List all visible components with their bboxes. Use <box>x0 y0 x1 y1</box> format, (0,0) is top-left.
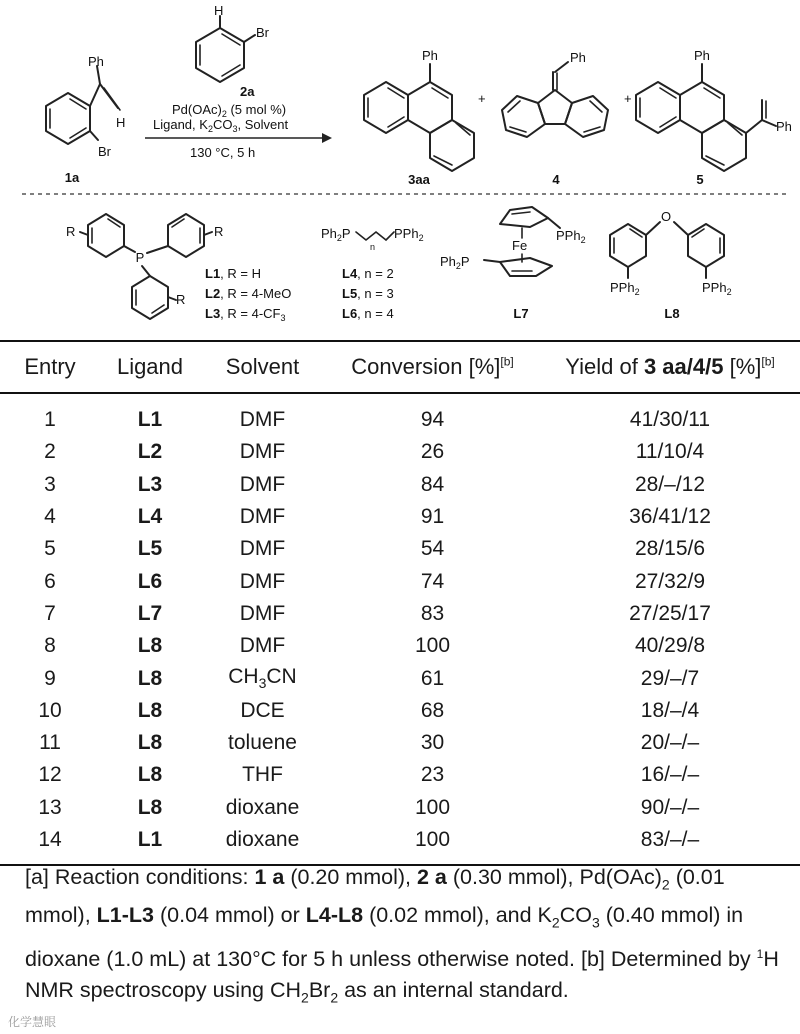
table-row <box>0 792 800 824</box>
table-row <box>0 533 800 565</box>
cell-yield: 27/25/17 <box>629 601 711 625</box>
sm-br-label: Br <box>98 144 111 159</box>
l4-desc: L4, n = 2 <box>342 266 394 281</box>
cell-entry: 7 <box>44 601 56 625</box>
table-row <box>0 824 800 865</box>
table-footnote: [a] Reaction conditions: 1 a (0.20 mmol), 2 a (0.30 mmol), $Pd(OAc)_2$ (0.01 mmol), L1-L3 (0.04 mmol) or L4-L8 (0.02 mmol), and $K_2CO_3$ (0.40 mmol) in dioxane (1.0 mL) at 130°C for 5 h unless otherwise noted. [b] Determined by $^1$H NMR spectroscopy using $CH_2Br_2$ as an internal standard. <box>25 865 779 1006</box>
phosphorus-label: P <box>135 250 145 265</box>
reagent-br-label: Br <box>256 25 269 40</box>
ligands-l1-l3 <box>66 214 291 323</box>
cell-yield: 28/15/6 <box>634 537 706 561</box>
starting-material-1a <box>46 54 125 185</box>
table-row <box>0 436 800 468</box>
cell-conversion: 54 <box>420 537 445 561</box>
ligand-l7 <box>440 207 586 321</box>
cell-entry: 13 <box>38 795 62 819</box>
l6-desc: L6, n = 4 <box>342 306 394 321</box>
cell-conversion: 83 <box>420 601 445 625</box>
p1-label: 3aa <box>408 172 430 187</box>
cell-solvent: DMF <box>239 537 286 561</box>
table-header-row <box>0 341 800 393</box>
cell-solvent: dioxane <box>225 795 300 819</box>
cell-conversion: 61 <box>420 666 445 690</box>
header-solvent: Solvent <box>200 341 325 393</box>
cell-yield: 41/30/11 <box>629 408 711 432</box>
l8-label: L8 <box>664 306 680 321</box>
reagent-2a <box>196 3 270 99</box>
sm-h-label: H <box>116 115 126 130</box>
table-row <box>0 501 800 533</box>
p2-ph-label: Ph <box>570 50 586 65</box>
cell-yield: 27/32/9 <box>634 569 706 593</box>
p1-ph-label: Ph <box>422 48 438 63</box>
plus-sign-2: + <box>624 91 632 106</box>
table-row <box>0 393 800 436</box>
cell-entry: 9 <box>44 666 56 690</box>
table-row <box>0 598 800 630</box>
table-row <box>0 727 800 759</box>
r-label-1: R <box>66 224 76 239</box>
l3-desc: L3, $R = 4-CF_3$ <box>205 306 286 323</box>
reagent-label: 2a <box>240 84 255 99</box>
cell-ligand: L6 <box>137 569 163 593</box>
p3-label: 5 <box>696 172 704 187</box>
header-entry: Entry <box>0 341 100 393</box>
cell-entry: 1 <box>44 408 56 432</box>
sm-ph-label: Ph <box>88 54 104 69</box>
cell-solvent: DCE <box>240 698 285 722</box>
cell-entry: 11 <box>39 731 61 755</box>
product-4 <box>502 50 608 187</box>
cell-yield: 28/–/12 <box>634 472 706 496</box>
p2-label: 4 <box>552 172 560 187</box>
cell-solvent: DMF <box>239 505 286 529</box>
cell-ligand: L8 <box>137 763 163 787</box>
cell-yield: 16/–/– <box>640 763 700 787</box>
cell-ligand: L4 <box>137 505 163 529</box>
oxygen-label: O <box>661 209 672 224</box>
cell-solvent: DMF <box>239 601 286 625</box>
cell-conversion: 91 <box>420 505 445 529</box>
catalyst-text: $Pd(OAc)_2$ (5 mol %) <box>172 102 287 119</box>
cell-entry: 8 <box>44 634 56 658</box>
cell-solvent: toluene <box>228 731 297 755</box>
cell-yield: 83/–/– <box>540 824 800 865</box>
cell-solvent: DMF <box>239 440 286 464</box>
cell-conversion: 94 <box>420 408 445 432</box>
header-yield: Yield of 3 aa/4/5 [%][b] <box>540 341 800 393</box>
cell-ligand: L7 <box>137 601 163 625</box>
optimization-table <box>0 340 800 866</box>
cell-yield: 40/29/8 <box>634 634 706 658</box>
cell-solvent: DMF <box>239 634 286 658</box>
cell-solvent: DMF <box>239 408 286 432</box>
l2-desc: L2, R = 4-MeO <box>205 286 292 301</box>
l7-label: L7 <box>513 306 529 321</box>
dppx-formula-right: PPh$_2$ <box>394 226 424 243</box>
sm-label: 1a <box>64 170 80 185</box>
cell-yield: 90/–/– <box>640 795 700 819</box>
n-subscript: n <box>370 242 376 252</box>
cell-yield: 29/–/7 <box>640 666 700 690</box>
l5-desc: L5, n = 3 <box>342 286 394 301</box>
cell-ligand: L8 <box>137 698 163 722</box>
cell-ligand: L8 <box>137 795 163 819</box>
table-row <box>0 759 800 791</box>
cell-conversion: 23 <box>420 763 445 787</box>
cell-entry: 5 <box>44 537 56 561</box>
table-row <box>0 662 800 694</box>
plus-sign-1: + <box>478 91 486 106</box>
reagent-h-label: H <box>214 3 224 18</box>
table-row <box>0 630 800 662</box>
p3-ph2-label: Ph <box>776 119 792 134</box>
r-label-2: R <box>214 224 224 239</box>
cell-ligand: L1 <box>137 408 163 432</box>
l1-desc: L1, R = H <box>205 266 261 281</box>
cell-ligand: L1 <box>100 824 200 865</box>
table-row <box>0 565 800 597</box>
cell-ligand: L8 <box>137 634 163 658</box>
cell-conversion: 26 <box>420 440 445 464</box>
temperature-time-text: 130 °C, 5 h <box>190 145 256 160</box>
cell-conversion: 100 <box>414 634 451 658</box>
table-row <box>0 695 800 727</box>
cell-yield: 18/–/4 <box>640 698 700 722</box>
ligands-l4-l6 <box>321 226 424 321</box>
cell-entry: 2 <box>44 440 56 464</box>
r-label-3: R <box>176 292 186 307</box>
cell-solvent: dioxane <box>200 824 325 865</box>
cell-solvent: DMF <box>239 569 286 593</box>
cell-entry: 10 <box>38 698 62 722</box>
cell-ligand: L8 <box>137 731 163 755</box>
table-body <box>0 393 800 865</box>
product-5 <box>636 48 792 187</box>
cell-yield: 11/10/4 <box>635 440 705 464</box>
dppx-formula-left: $Ph_2P$ <box>321 226 351 243</box>
cell-ligand: L3 <box>137 472 163 496</box>
cell-conversion: 100 <box>325 824 540 865</box>
iron-label: Fe <box>512 238 528 253</box>
product-3aa <box>364 48 474 187</box>
header-conversion: Conversion [%][b] <box>325 341 540 393</box>
reaction-conditions <box>145 102 332 160</box>
cell-entry: 6 <box>44 569 56 593</box>
cell-ligand: L2 <box>137 440 163 464</box>
cell-solvent: DMF <box>239 472 286 496</box>
cell-yield: 36/41/12 <box>629 505 711 529</box>
cell-conversion: 68 <box>420 698 445 722</box>
cell-solvent: $CH_3CN$ <box>228 665 297 692</box>
reaction-scheme <box>0 0 800 335</box>
cell-conversion: 100 <box>414 795 451 819</box>
cell-entry: 12 <box>38 763 62 787</box>
ligand-l8 <box>610 209 732 321</box>
table-row <box>0 469 800 501</box>
l8-pph2-left: PPh$_2$ <box>610 280 640 297</box>
cell-conversion: 30 <box>420 731 445 755</box>
cell-entry: 14 <box>0 824 100 865</box>
l8-pph2-right: PPh$_2$ <box>702 280 732 297</box>
cell-conversion: 74 <box>420 569 445 593</box>
l7-ph2p-bottom: $Ph_2P$ <box>440 254 470 271</box>
cell-ligand: L5 <box>137 537 163 561</box>
ligand-base-solvent-text: Ligand, $K_2CO_3$, Solvent <box>153 117 289 134</box>
arrow-head-icon <box>322 133 332 143</box>
cell-entry: 4 <box>44 505 56 529</box>
cell-solvent: THF <box>242 763 283 787</box>
cell-conversion: 84 <box>420 472 445 496</box>
cell-ligand: L8 <box>137 666 163 690</box>
l7-pph2-top: PPh$_2$ <box>556 228 586 245</box>
watermark: 化学慧眼 <box>8 1015 57 1029</box>
cell-yield: 20/–/– <box>640 731 700 755</box>
p3-ph-label: Ph <box>694 48 710 63</box>
cell-entry: 3 <box>44 472 56 496</box>
header-ligand: Ligand <box>100 341 200 393</box>
